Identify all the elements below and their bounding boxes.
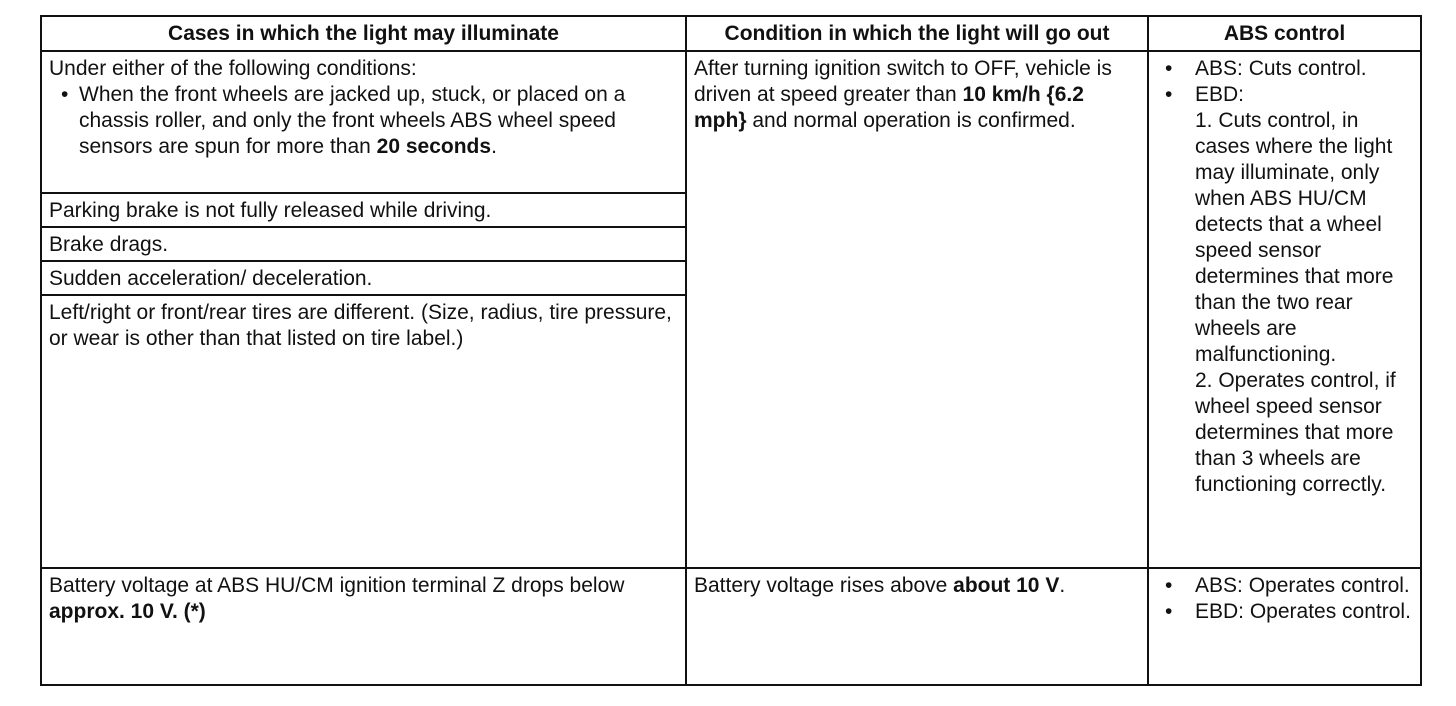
case-cell-tires: Left/right or front/rear tires are different. (Size, radius, tire pressure, or wear is other than that listed on tire label.) (41, 295, 686, 568)
case-bullet-list (49, 82, 679, 160)
abs-control-cell-1 (1148, 51, 1421, 568)
condition-text: After turning ignition switch to OFF, vehicle is driven at speed greater than (694, 57, 1112, 106)
bullet-text: When the front wheels are jacked up, stuck, or placed on a chassis roller, and only the front wheels ABS wheel speed sensors are spun for more than (79, 83, 626, 158)
abs-control-cell-2 (1148, 568, 1421, 685)
ebd-title: • EBD: (1195, 83, 1245, 106)
case-cell-brake-drags: Brake drags. (41, 227, 686, 261)
abs-warning-light-table (40, 15, 1422, 686)
condition-bold-text: 10 km/h {6.2 mph} (694, 83, 1084, 132)
bullet-bold-text: 20 seconds (376, 135, 492, 158)
ebd-point-2: 2. Operates control, if wheel speed sensor determines that more than 3 wheels are functioning correctly. (1195, 369, 1396, 496)
header-row (41, 16, 1421, 51)
case-bullet-item (49, 82, 679, 160)
condition-end-text: and normal operation is confirmed. (746, 109, 1076, 132)
abs-control-list (1165, 56, 1416, 498)
case-cell-battery (41, 568, 686, 685)
battery-condition-bold-text: about 10 V (953, 574, 1060, 597)
condition-cell-ignition (686, 51, 1148, 568)
case-intro: Under either of the following conditions: (49, 57, 417, 80)
header-condition: Condition in which the light will go out (686, 16, 1148, 51)
bullet-end-text: . (491, 135, 497, 158)
header-cases: Cases in which the light may illuminate (41, 16, 686, 51)
ebd-control-item (1165, 82, 1416, 498)
table-row (41, 51, 1421, 193)
abs-control-item: • ABS: Operates control. (1165, 573, 1416, 599)
abs-control-list-2 (1165, 573, 1416, 625)
table-row (41, 568, 1421, 685)
battery-condition-text: Battery voltage rises above (694, 574, 954, 597)
battery-case-bold-text: approx. 10 V. (*) (49, 600, 206, 623)
condition-cell-battery (686, 568, 1148, 685)
ebd-point-1: 1. Cuts control, in cases where the light may illuminate, only when ABS HU/CM detects that a wheel speed sensor determines that more than the two rear wheels are malfunctioning. (1195, 109, 1394, 366)
ebd-control-item: • EBD: Operates control. (1165, 599, 1416, 625)
case-cell-parking-brake: Parking brake is not fully released while driving. (41, 193, 686, 227)
case-cell-jacked (41, 51, 686, 193)
battery-case-text: Battery voltage at ABS HU/CM ignition terminal Z drops below (49, 574, 625, 597)
abs-control-item: • ABS: Cuts control. (1165, 56, 1416, 82)
case-cell-acceleration: Sudden acceleration/ deceleration. (41, 261, 686, 295)
header-abs-control: ABS control (1148, 16, 1421, 51)
battery-condition-end-text: . (1059, 574, 1066, 597)
